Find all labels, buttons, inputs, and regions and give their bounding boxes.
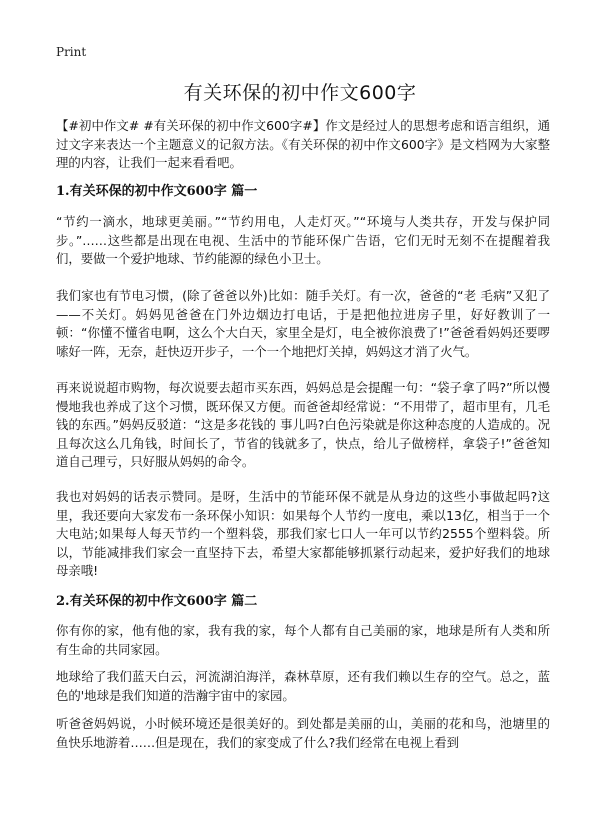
section-2-heading: 2.有关环保的初中作文600字 篇二	[56, 594, 258, 609]
page-title: 有关环保的初中作文600字	[183, 82, 417, 104]
section-1-paragraph: “节约一滴水，地球更美丽。”“节约用电，人走灯灭。”“环境与人类共存，开发与保护同步。”……这些都是出现在电视、生活中的节能环保广告语，它们无时无刻不在提醒着我们，要做一个爱护地球、节约能源的绿色小卫士。	[56, 214, 550, 266]
section-2-paragraph: 地球给了我们蓝天白云，河流湖泊海洋，森林草原，还有我们赖以生存的空气。总之，蓝色的'地球是我们知道的浩瀚宇宙中的家园。	[56, 669, 550, 703]
section-2-paragraph: 听爸爸妈妈说，小时候环境还是很美好的。到处都是美丽的山，美丽的花和鸟，池塘里的鱼快乐地游着……但是现在，我们的家变成了什么?我们经常在电视上看到	[56, 716, 550, 750]
section-1-paragraph: 我也对妈妈的话表示赞同。是呀，生活中的节能环保不就是从身边的这些小事做起吗?这里，我还要向大家发布一条环保小知识：如果每个人节约一度电，乘以13亿，相当于一个大电站;如果每人每天节约一个塑料袋，那我们家七口人一年可以节约2555个塑料袋。所以，节能减排我们家会一直坚持下去，希望大家都能够抓紧行动起来，爱护好我们的地球母亲哦!	[56, 489, 550, 578]
section-2-paragraph: 你有你的家，他有他的家，我有我的家，每个人都有自己美丽的家，地球是所有人类和所有生命的共同家园。	[56, 623, 550, 657]
section-1-paragraph: 再来说说超市购物，每次说要去超市买东西，妈妈总是会提醒一句：“袋子拿了吗?”所以慢慢地我也养成了这个习惯，既环保又方便。而爸爸却经常说：“不用带了，超市里有，几毛钱的东西。”妈妈反驳道：“这是多花钱的 事儿吗?白色污染就是你这种态度的人造成的。况且每次这么几角钱，时间长了，节省的钱就多了，快点，给儿子做榜样，拿袋子!”爸爸知道自己理亏，只好服从妈妈的命令。	[56, 380, 550, 469]
intro-paragraph: 【#初中作文# #有关环保的初中作文600字#】作文是经过人的思想考虑和语言组织，通过文字来表达一个主题意义的记叙方法。《有关环保的初中作文600字》是文档网为大家整理的内容，让我们一起来看看吧。	[56, 118, 550, 170]
section-1-paragraph: 我们家也有节电习惯，(除了爸爸以外)比如：随手关灯。有一次，爸爸的“老 毛病”又犯了——不关灯。妈妈见爸爸在门外边烟边打电话，于是把他拉进房子里，好好教训了一顿：“你懂不懂省电啊，这么个大白天，家里全是灯，电全被你浪费了!”爸爸看妈妈还要啰嗦好一阵，无奈，赶快迈开步子，一个一个地把灯关掉，妈妈这才消了火气。	[56, 288, 550, 359]
print-label: Print	[56, 45, 87, 59]
section-1-heading: 1.有关环保的初中作文600字 篇一	[56, 184, 258, 199]
